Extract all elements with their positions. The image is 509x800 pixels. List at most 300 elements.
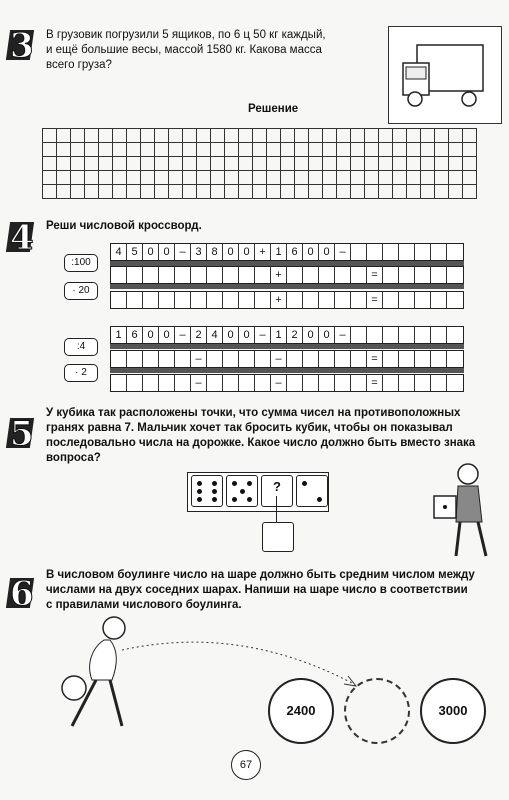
crossword-cell[interactable] bbox=[415, 267, 431, 283]
crossword-cell[interactable]: – bbox=[255, 327, 271, 343]
crossword-cell[interactable]: 0 bbox=[303, 327, 319, 343]
grid-cell[interactable] bbox=[43, 129, 57, 143]
grid-cell[interactable] bbox=[421, 129, 435, 143]
crossword-cell[interactable]: = bbox=[367, 375, 383, 391]
grid-cell[interactable] bbox=[141, 157, 155, 171]
grid-cell[interactable] bbox=[281, 129, 295, 143]
crossword-cell[interactable] bbox=[207, 292, 223, 308]
grid-cell[interactable] bbox=[309, 129, 323, 143]
crossword-cell[interactable] bbox=[175, 292, 191, 308]
crossword-cell[interactable]: 0 bbox=[143, 244, 159, 260]
grid-cell[interactable] bbox=[197, 129, 211, 143]
crossword-cell[interactable]: 1 bbox=[271, 327, 287, 343]
grid-cell[interactable] bbox=[365, 171, 379, 185]
crossword-cell[interactable] bbox=[335, 375, 351, 391]
grid-cell[interactable] bbox=[127, 157, 141, 171]
crossword-cell[interactable]: + bbox=[271, 292, 287, 308]
grid-cell[interactable] bbox=[267, 185, 281, 199]
grid-cell[interactable] bbox=[323, 157, 337, 171]
crossword-cell[interactable] bbox=[239, 375, 255, 391]
crossword-cell[interactable] bbox=[351, 351, 367, 367]
crossword-cell[interactable] bbox=[191, 267, 207, 283]
grid-cell[interactable] bbox=[281, 171, 295, 185]
crossword-cell[interactable] bbox=[367, 327, 383, 343]
crossword-cell[interactable] bbox=[255, 292, 271, 308]
crossword-cell[interactable] bbox=[383, 375, 399, 391]
grid-cell[interactable] bbox=[309, 143, 323, 157]
grid-cell[interactable] bbox=[85, 129, 99, 143]
crossword-cell[interactable] bbox=[335, 267, 351, 283]
crossword-cell[interactable]: 2 bbox=[191, 327, 207, 343]
crossword-cell[interactable] bbox=[319, 267, 335, 283]
grid-cell[interactable] bbox=[43, 143, 57, 157]
crossword-cell[interactable] bbox=[383, 327, 399, 343]
grid-cell[interactable] bbox=[379, 157, 393, 171]
grid-cell[interactable] bbox=[295, 129, 309, 143]
grid-cell[interactable] bbox=[323, 129, 337, 143]
grid-cell[interactable] bbox=[449, 185, 463, 199]
grid-cell[interactable] bbox=[281, 185, 295, 199]
grid-cell[interactable] bbox=[421, 171, 435, 185]
grid-cell[interactable] bbox=[43, 185, 57, 199]
grid-cell[interactable] bbox=[407, 143, 421, 157]
grid-cell[interactable] bbox=[239, 143, 253, 157]
crossword-cell[interactable] bbox=[447, 244, 463, 260]
crossword-cell[interactable] bbox=[447, 351, 463, 367]
crossword-2-row-3[interactable] bbox=[110, 374, 464, 392]
crossword-cell[interactable] bbox=[255, 267, 271, 283]
op-multiply-2: · 2 bbox=[64, 364, 98, 382]
grid-cell[interactable] bbox=[113, 129, 127, 143]
crossword-cell[interactable] bbox=[383, 244, 399, 260]
grid-cell[interactable] bbox=[211, 185, 225, 199]
crossword-cell[interactable] bbox=[431, 244, 447, 260]
crossword-cell[interactable] bbox=[159, 267, 175, 283]
grid-cell[interactable] bbox=[323, 171, 337, 185]
grid-cell[interactable] bbox=[351, 143, 365, 157]
grid-cell[interactable] bbox=[435, 143, 449, 157]
crossword-cell[interactable] bbox=[399, 375, 415, 391]
grid-cell[interactable] bbox=[239, 171, 253, 185]
grid-cell[interactable] bbox=[309, 157, 323, 171]
crossword-cell[interactable] bbox=[175, 267, 191, 283]
crossword-cell[interactable] bbox=[111, 292, 127, 308]
grid-cell[interactable] bbox=[281, 143, 295, 157]
crossword-cell[interactable]: 3 bbox=[191, 244, 207, 260]
grid-cell[interactable] bbox=[337, 143, 351, 157]
crossword-cell[interactable] bbox=[319, 351, 335, 367]
crossword-cell[interactable] bbox=[287, 267, 303, 283]
crossword-cell[interactable] bbox=[447, 267, 463, 283]
grid-cell[interactable] bbox=[379, 171, 393, 185]
grid-cell[interactable] bbox=[57, 143, 71, 157]
grid-cell[interactable] bbox=[365, 185, 379, 199]
grid-cell[interactable] bbox=[253, 157, 267, 171]
crossword-cell[interactable] bbox=[431, 267, 447, 283]
grid-cell[interactable] bbox=[351, 129, 365, 143]
grid-cell[interactable] bbox=[141, 185, 155, 199]
crossword-cell[interactable] bbox=[127, 292, 143, 308]
crossword-cell[interactable] bbox=[159, 292, 175, 308]
crossword-cell[interactable]: 0 bbox=[223, 327, 239, 343]
grid-cell[interactable] bbox=[463, 157, 477, 171]
grid-cell[interactable] bbox=[99, 171, 113, 185]
grid-cell[interactable] bbox=[435, 185, 449, 199]
crossword-cell[interactable]: – bbox=[191, 351, 207, 367]
ball-middle-answer[interactable] bbox=[344, 678, 410, 744]
crossword-cell[interactable] bbox=[335, 351, 351, 367]
crossword-cell[interactable] bbox=[415, 351, 431, 367]
grid-cell[interactable] bbox=[99, 143, 113, 157]
grid-cell[interactable] bbox=[127, 171, 141, 185]
crossword-cell[interactable] bbox=[303, 267, 319, 283]
grid-cell[interactable] bbox=[57, 185, 71, 199]
grid-cell[interactable] bbox=[295, 143, 309, 157]
crossword-cell[interactable] bbox=[143, 375, 159, 391]
grid-cell[interactable] bbox=[183, 171, 197, 185]
grid-cell[interactable] bbox=[337, 129, 351, 143]
crossword-cell[interactable] bbox=[303, 375, 319, 391]
crossword-cell[interactable] bbox=[143, 267, 159, 283]
grid-cell[interactable] bbox=[407, 171, 421, 185]
crossword-cell[interactable]: – bbox=[175, 244, 191, 260]
grid-cell[interactable] bbox=[71, 129, 85, 143]
answer-box[interactable] bbox=[262, 522, 294, 552]
crossword-cell[interactable] bbox=[239, 292, 255, 308]
crossword-cell[interactable]: – bbox=[191, 375, 207, 391]
crossword-cell[interactable]: = bbox=[367, 267, 383, 283]
grid-cell[interactable] bbox=[71, 157, 85, 171]
grid-cell[interactable] bbox=[169, 129, 183, 143]
grid-cell[interactable] bbox=[449, 157, 463, 171]
grid-cell[interactable] bbox=[71, 171, 85, 185]
crossword-cell[interactable]: + bbox=[271, 267, 287, 283]
grid-cell[interactable] bbox=[211, 129, 225, 143]
crossword-cell[interactable] bbox=[223, 351, 239, 367]
crossword-cell[interactable] bbox=[319, 292, 335, 308]
grid-cell[interactable] bbox=[281, 157, 295, 171]
grid-cell[interactable] bbox=[337, 157, 351, 171]
crossword-cell[interactable] bbox=[223, 375, 239, 391]
crossword-1-row-1[interactable] bbox=[110, 243, 464, 261]
crossword-cell[interactable]: 6 bbox=[287, 244, 303, 260]
crossword-cell[interactable] bbox=[335, 292, 351, 308]
grid-cell[interactable] bbox=[169, 171, 183, 185]
grid-cell[interactable] bbox=[71, 143, 85, 157]
crossword-cell[interactable] bbox=[287, 292, 303, 308]
grid-cell[interactable] bbox=[169, 157, 183, 171]
crossword-cell[interactable] bbox=[415, 292, 431, 308]
crossword-cell[interactable]: 0 bbox=[159, 244, 175, 260]
grid-cell[interactable] bbox=[211, 157, 225, 171]
crossword-cell[interactable] bbox=[143, 292, 159, 308]
crossword-cell[interactable]: 0 bbox=[319, 244, 335, 260]
crossword-cell[interactable] bbox=[111, 351, 127, 367]
crossword-cell[interactable] bbox=[303, 292, 319, 308]
grid-cell[interactable] bbox=[113, 171, 127, 185]
grid-cell[interactable] bbox=[309, 185, 323, 199]
grid-cell[interactable] bbox=[197, 157, 211, 171]
crossword-cell[interactable] bbox=[399, 292, 415, 308]
grid-cell[interactable] bbox=[71, 185, 85, 199]
crossword-1-row-2[interactable] bbox=[110, 266, 464, 284]
grid-cell[interactable] bbox=[43, 157, 57, 171]
crossword-cell[interactable] bbox=[319, 375, 335, 391]
grid-cell[interactable] bbox=[407, 157, 421, 171]
grid-cell[interactable] bbox=[183, 129, 197, 143]
grid-cell[interactable] bbox=[295, 157, 309, 171]
crossword-cell[interactable] bbox=[351, 327, 367, 343]
grid-cell[interactable] bbox=[225, 171, 239, 185]
crossword-cell[interactable]: 4 bbox=[207, 327, 223, 343]
crossword-cell[interactable] bbox=[415, 327, 431, 343]
crossword-cell[interactable] bbox=[255, 375, 271, 391]
grid-cell[interactable] bbox=[379, 143, 393, 157]
crossword-cell[interactable] bbox=[447, 375, 463, 391]
crossword-cell[interactable]: 0 bbox=[143, 327, 159, 343]
grid-cell[interactable] bbox=[365, 157, 379, 171]
divider bbox=[110, 284, 464, 289]
crossword-cell[interactable] bbox=[351, 375, 367, 391]
grid-cell[interactable] bbox=[127, 185, 141, 199]
crossword-cell[interactable] bbox=[239, 351, 255, 367]
grid-cell[interactable] bbox=[463, 185, 477, 199]
crossword-cell[interactable] bbox=[447, 292, 463, 308]
crossword-cell[interactable]: – bbox=[335, 244, 351, 260]
grid-cell[interactable] bbox=[393, 157, 407, 171]
solution-grid[interactable] bbox=[42, 128, 477, 199]
crossword-cell[interactable] bbox=[383, 267, 399, 283]
grid-cell[interactable] bbox=[267, 157, 281, 171]
crossword-cell[interactable] bbox=[399, 244, 415, 260]
crossword-cell[interactable] bbox=[399, 267, 415, 283]
grid-cell[interactable] bbox=[43, 171, 57, 185]
crossword-cell[interactable] bbox=[127, 267, 143, 283]
grid-cell[interactable] bbox=[407, 185, 421, 199]
grid-cell[interactable] bbox=[463, 129, 477, 143]
crossword-cell[interactable] bbox=[207, 351, 223, 367]
grid-cell[interactable] bbox=[421, 185, 435, 199]
grid-cell[interactable] bbox=[379, 129, 393, 143]
grid-cell[interactable] bbox=[113, 157, 127, 171]
grid-cell[interactable] bbox=[211, 143, 225, 157]
crossword-cell[interactable] bbox=[191, 292, 207, 308]
crossword-cell[interactable] bbox=[143, 351, 159, 367]
grid-cell[interactable] bbox=[435, 171, 449, 185]
grid-cell[interactable] bbox=[197, 171, 211, 185]
crossword-cell[interactable] bbox=[223, 292, 239, 308]
grid-cell[interactable] bbox=[197, 185, 211, 199]
grid-cell[interactable] bbox=[239, 185, 253, 199]
grid-cell[interactable] bbox=[99, 157, 113, 171]
crossword-2-row-1[interactable] bbox=[110, 326, 464, 344]
crossword-cell[interactable] bbox=[255, 351, 271, 367]
grid-cell[interactable] bbox=[323, 185, 337, 199]
grid-cell[interactable] bbox=[155, 157, 169, 171]
grid-cell[interactable] bbox=[407, 129, 421, 143]
grid-cell[interactable] bbox=[435, 129, 449, 143]
crossword-cell[interactable] bbox=[351, 292, 367, 308]
crossword-cell[interactable] bbox=[239, 267, 255, 283]
grid-cell[interactable] bbox=[365, 143, 379, 157]
crossword-cell[interactable] bbox=[287, 375, 303, 391]
grid-cell[interactable] bbox=[183, 185, 197, 199]
grid-cell[interactable] bbox=[169, 143, 183, 157]
grid-cell[interactable] bbox=[169, 185, 183, 199]
grid-cell[interactable] bbox=[85, 171, 99, 185]
crossword-cell[interactable]: – bbox=[335, 327, 351, 343]
grid-cell[interactable] bbox=[85, 157, 99, 171]
crossword-cell[interactable]: 8 bbox=[207, 244, 223, 260]
crossword-cell[interactable] bbox=[447, 327, 463, 343]
crossword-cell[interactable] bbox=[223, 267, 239, 283]
grid-cell[interactable] bbox=[85, 185, 99, 199]
crossword-cell[interactable] bbox=[431, 292, 447, 308]
crossword-cell[interactable] bbox=[431, 327, 447, 343]
grid-cell[interactable] bbox=[351, 171, 365, 185]
grid-cell[interactable] bbox=[323, 143, 337, 157]
grid-cell[interactable] bbox=[197, 143, 211, 157]
grid-cell[interactable] bbox=[253, 143, 267, 157]
grid-cell[interactable] bbox=[337, 171, 351, 185]
grid-cell[interactable] bbox=[155, 129, 169, 143]
grid-cell[interactable] bbox=[253, 185, 267, 199]
grid-cell[interactable] bbox=[253, 171, 267, 185]
crossword-cell[interactable]: 0 bbox=[239, 327, 255, 343]
crossword-cell[interactable]: 4 bbox=[111, 244, 127, 260]
grid-cell[interactable] bbox=[267, 129, 281, 143]
grid-cell[interactable] bbox=[449, 143, 463, 157]
crossword-cell[interactable] bbox=[127, 375, 143, 391]
grid-cell[interactable] bbox=[393, 171, 407, 185]
crossword-cell[interactable] bbox=[111, 375, 127, 391]
crossword-cell[interactable] bbox=[431, 375, 447, 391]
crossword-cell[interactable]: 0 bbox=[239, 244, 255, 260]
crossword-cell[interactable] bbox=[399, 327, 415, 343]
crossword-cell[interactable] bbox=[351, 267, 367, 283]
crossword-cell[interactable] bbox=[175, 375, 191, 391]
grid-cell[interactable] bbox=[463, 143, 477, 157]
grid-cell[interactable] bbox=[351, 157, 365, 171]
crossword-cell[interactable] bbox=[415, 244, 431, 260]
grid-cell[interactable] bbox=[295, 171, 309, 185]
crossword-cell[interactable] bbox=[367, 244, 383, 260]
crossword-cell[interactable] bbox=[207, 267, 223, 283]
grid-cell[interactable] bbox=[141, 143, 155, 157]
grid-cell[interactable] bbox=[393, 143, 407, 157]
crossword-cell[interactable] bbox=[383, 351, 399, 367]
grid-cell[interactable] bbox=[57, 129, 71, 143]
die-two bbox=[296, 475, 328, 507]
crossword-cell[interactable] bbox=[287, 351, 303, 367]
grid-cell[interactable] bbox=[85, 143, 99, 157]
grid-cell[interactable] bbox=[337, 185, 351, 199]
crossword-cell[interactable]: 0 bbox=[223, 244, 239, 260]
grid-cell[interactable] bbox=[449, 129, 463, 143]
crossword-cell[interactable] bbox=[303, 351, 319, 367]
grid-cell[interactable] bbox=[127, 129, 141, 143]
grid-cell[interactable] bbox=[421, 157, 435, 171]
crossword-cell[interactable] bbox=[207, 375, 223, 391]
grid-cell[interactable] bbox=[239, 129, 253, 143]
crossword-cell[interactable]: 0 bbox=[319, 327, 335, 343]
crossword-cell[interactable]: 1 bbox=[271, 244, 287, 260]
grid-cell[interactable] bbox=[239, 157, 253, 171]
grid-cell[interactable] bbox=[155, 143, 169, 157]
grid-cell[interactable] bbox=[99, 129, 113, 143]
grid-cell[interactable] bbox=[393, 129, 407, 143]
crossword-cell[interactable]: 0 bbox=[159, 327, 175, 343]
crossword-cell[interactable]: – bbox=[175, 327, 191, 343]
crossword-1-row-3[interactable] bbox=[110, 291, 464, 309]
crossword-cell[interactable] bbox=[175, 351, 191, 367]
crossword-cell[interactable]: – bbox=[271, 351, 287, 367]
grid-cell[interactable] bbox=[379, 185, 393, 199]
crossword-cell[interactable]: 5 bbox=[127, 244, 143, 260]
grid-cell[interactable] bbox=[113, 143, 127, 157]
grid-cell[interactable] bbox=[57, 157, 71, 171]
grid-cell[interactable] bbox=[435, 157, 449, 171]
crossword-cell[interactable]: – bbox=[271, 375, 287, 391]
grid-cell[interactable] bbox=[295, 185, 309, 199]
grid-cell[interactable] bbox=[309, 171, 323, 185]
crossword-cell[interactable]: + bbox=[255, 244, 271, 260]
grid-cell[interactable] bbox=[393, 185, 407, 199]
grid-cell[interactable] bbox=[449, 171, 463, 185]
crossword-cell[interactable] bbox=[415, 375, 431, 391]
grid-cell[interactable] bbox=[225, 185, 239, 199]
grid-cell[interactable] bbox=[127, 143, 141, 157]
grid-cell[interactable] bbox=[225, 143, 239, 157]
crossword-cell[interactable]: 2 bbox=[287, 327, 303, 343]
crossword-cell[interactable] bbox=[431, 351, 447, 367]
grid-cell[interactable] bbox=[225, 157, 239, 171]
grid-cell[interactable] bbox=[267, 171, 281, 185]
crossword-cell[interactable] bbox=[351, 244, 367, 260]
crossword-cell[interactable] bbox=[399, 351, 415, 367]
grid-cell[interactable] bbox=[183, 157, 197, 171]
crossword-cell[interactable] bbox=[127, 351, 143, 367]
grid-cell[interactable] bbox=[155, 171, 169, 185]
grid-cell[interactable] bbox=[211, 171, 225, 185]
grid-cell[interactable] bbox=[183, 143, 197, 157]
grid-cell[interactable] bbox=[155, 185, 169, 199]
crossword-cell[interactable]: = bbox=[367, 351, 383, 367]
crossword-cell[interactable]: 6 bbox=[127, 327, 143, 343]
grid-cell[interactable] bbox=[267, 143, 281, 157]
grid-cell[interactable] bbox=[113, 185, 127, 199]
die-question[interactable] bbox=[261, 475, 293, 507]
crossword-cell[interactable]: 1 bbox=[111, 327, 127, 343]
grid-cell[interactable] bbox=[225, 129, 239, 143]
crossword-cell[interactable]: 0 bbox=[303, 244, 319, 260]
crossword-cell[interactable]: = bbox=[367, 292, 383, 308]
grid-cell[interactable] bbox=[253, 129, 267, 143]
crossword-cell[interactable] bbox=[159, 375, 175, 391]
grid-cell[interactable] bbox=[141, 171, 155, 185]
grid-cell[interactable] bbox=[463, 171, 477, 185]
grid-cell[interactable] bbox=[141, 129, 155, 143]
grid-cell[interactable] bbox=[57, 171, 71, 185]
crossword-cell[interactable] bbox=[383, 292, 399, 308]
crossword-cell[interactable] bbox=[159, 351, 175, 367]
crossword-cell[interactable] bbox=[111, 267, 127, 283]
grid-cell[interactable] bbox=[351, 185, 365, 199]
grid-cell[interactable] bbox=[99, 185, 113, 199]
crossword-2-row-2[interactable] bbox=[110, 350, 464, 368]
grid-cell[interactable] bbox=[365, 129, 379, 143]
grid-cell[interactable] bbox=[421, 143, 435, 157]
